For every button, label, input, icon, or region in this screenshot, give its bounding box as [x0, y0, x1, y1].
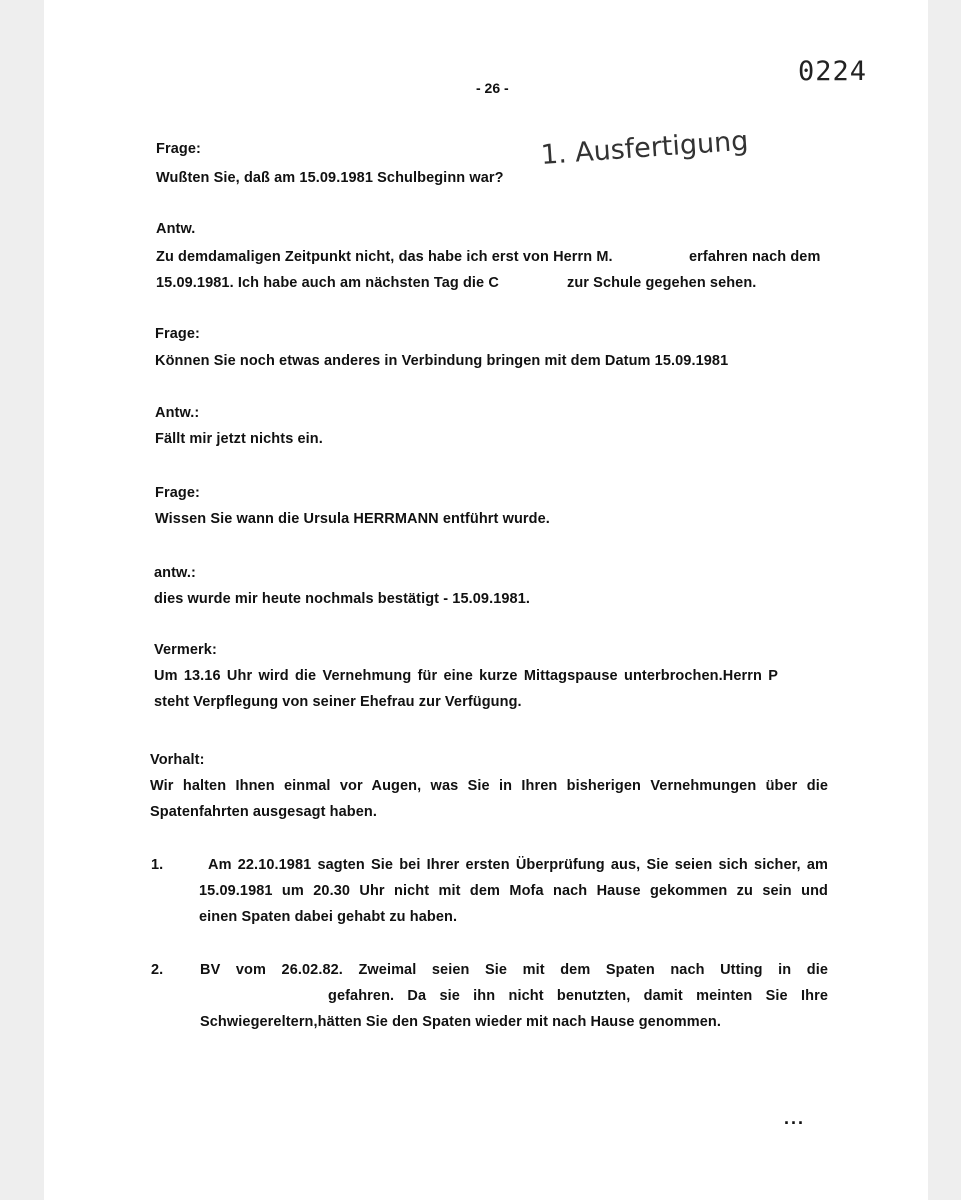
list-item-line: 15.09.1981 um 20.30 Uhr nicht mit dem Mofa nach Hause gekommen zu sein und: [199, 883, 828, 899]
list-item-line: Schwiegereltern,hätten Sie den Spaten wieder mit nach Hause genommen.: [200, 1014, 721, 1030]
answer-label: Antw.:: [155, 405, 200, 421]
answer-label: Antw.: [156, 221, 196, 237]
note-text-line: steht Verpflegung von seiner Ehefrau zur Verfügung.: [154, 694, 522, 710]
reproach-text-line: Spatenfahrten ausgesagt haben.: [150, 804, 377, 820]
answer-text: dies wurde mir heute nochmals bestätigt - 15.09.1981.: [154, 591, 530, 607]
question-text: Wußten Sie, daß am 15.09.1981 Schulbeginn war?: [156, 170, 504, 186]
document-number: 0224: [798, 56, 868, 87]
list-item-line: gefahren. Da sie ihn nicht benutzten, damit meinten Sie Ihre: [328, 988, 828, 1004]
question-text: Können Sie noch etwas anderes in Verbindung bringen mit dem Datum 15.09.1981: [155, 353, 729, 369]
question-label: Frage:: [155, 485, 200, 501]
question-text: Wissen Sie wann die Ursula HERRMANN entführt wurde.: [155, 511, 550, 527]
note-label: Vermerk:: [154, 642, 217, 658]
answer-label: antw.:: [154, 565, 196, 581]
note-text-line: Um 13.16 Uhr wird die Vernehmung für eine kurze Mittagspause unterbrochen.Herrn P: [154, 668, 778, 684]
list-item-line: BV vom 26.02.82. Zweimal seien Sie mit dem Spaten nach Utting in die: [200, 962, 828, 978]
list-item-line: einen Spaten dabei gehabt zu haben.: [199, 909, 458, 925]
list-item-line: Am 22.10.1981 sagten Sie bei Ihrer ersten Überprüfung aus, Sie seien sich sicher, am: [208, 857, 828, 873]
reproach-label: Vorhalt:: [150, 752, 205, 768]
answer-text-line: zur Schule gegehen sehen.: [567, 275, 757, 291]
answer-text: Fällt mir jetzt nichts ein.: [155, 431, 323, 447]
reproach-text-line: Wir halten Ihnen einmal vor Augen, was Sie in Ihren bisherigen Vernehmungen über die: [150, 778, 828, 794]
answer-text-line: 15.09.1981. Ich habe auch am nächsten Tag die C: [156, 275, 499, 291]
page-number: - 26 -: [476, 80, 509, 96]
document-page: [44, 0, 928, 1200]
list-item-number: 1.: [151, 857, 164, 873]
question-label: Frage:: [156, 141, 201, 157]
answer-text-line: erfahren nach dem: [689, 249, 821, 265]
continuation-marker: ...: [784, 1108, 806, 1128]
answer-text-line: Zu demdamaligen Zeitpunkt nicht, das habe ich erst von Herrn M.: [156, 249, 613, 265]
question-label: Frage:: [155, 326, 200, 342]
list-item-number: 2.: [151, 962, 164, 978]
copy-stamp: 1. Ausfertigung: [539, 125, 750, 171]
